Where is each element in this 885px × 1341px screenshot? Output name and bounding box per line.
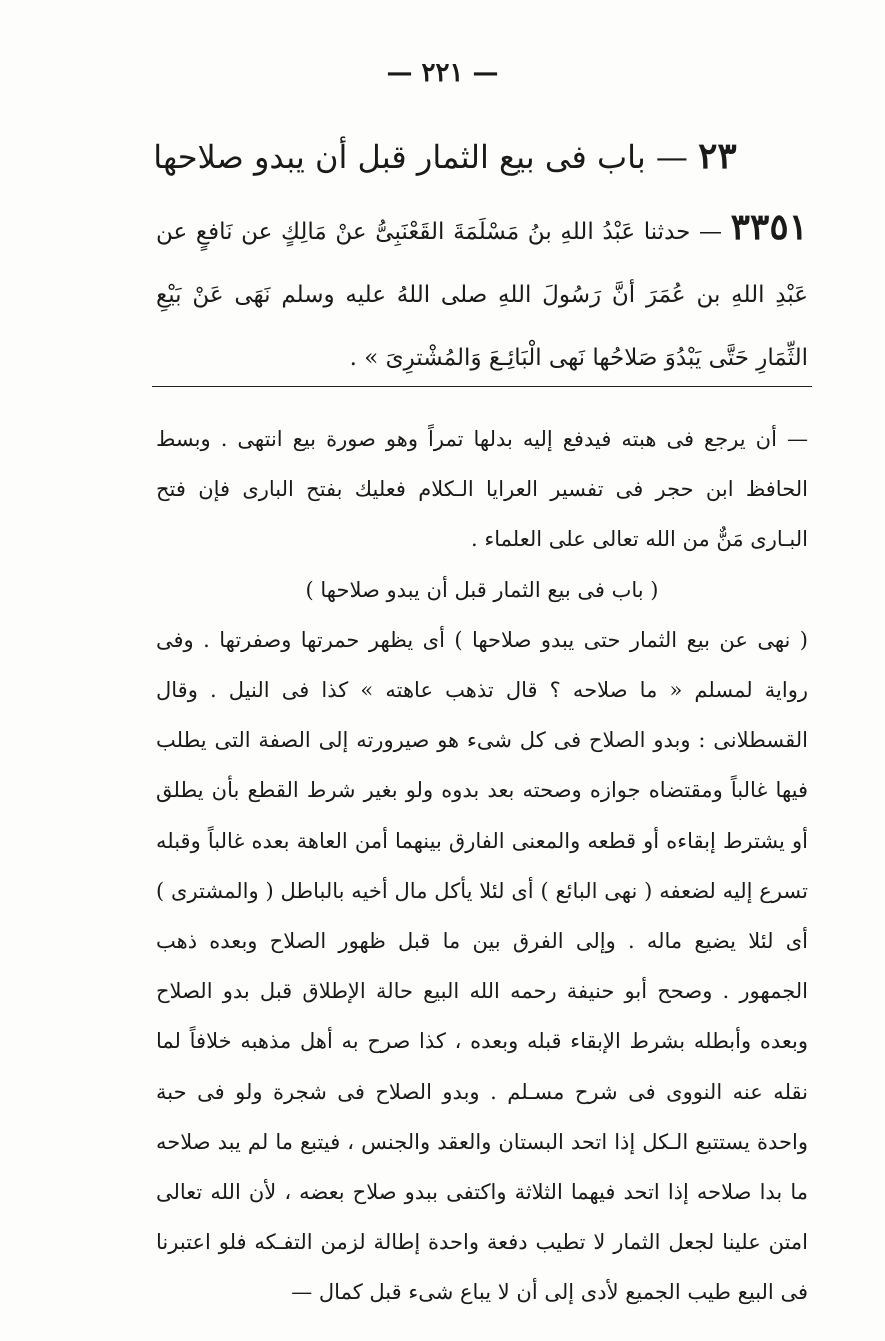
chapter-heading (150, 132, 740, 181)
chapter-dash: — (645, 138, 699, 176)
commentary-block (156, 414, 808, 1318)
commentary-body: ( نهى عن بيع الثمار حتى يبدو صلاحها ) أى يظهر حمرتها وصفرتها . وفى رواية لمسلم « ما صلاحه ؟ قال تذهب عاهته » كذا فى النيل . وقال القسطلانى : وبدو الصلاح فى كل شىء هو صيرورته إلى الصفة التى يطلب فيها غالباً ومقتضاه جوازه وصحته بعد بدوه ولو بغير شرط القطع بأن يطلق أو يشترط إبقاءه أو قطعه والمعنى الفارق بينهما أمن العاهة بعده غالباً وقبله تسرع إليه لضعفه ( نهى البائع ) أى لئلا يأكل مال أخيه بالباطل ( والمشترى ) أى لئلا يضيع ماله . وإلى الفرق بين ما قبل ظهور الصلاح وبعده ذهب الجمهور . وصحح أبو حنيفة رحمه الله البيع حالة الإطلاق قبل بدو الصلاح وبعده وأبطله بشرط الإبقاء قبله وبعده ، كذا صرح به أهل مذهبه خلافاً لما نقله عنه النووى فى شرح مسـلم . وبدو الصلاح فى شجرة ولو فى حبة واحدة يستتبع الـكل إذا اتحد البستان والعقد والجنس ، فيتبع ما لم يبد صلاحه ما بدا صلاحه إذا اتحد فيهما الثلاثة واكتفى ببدو صلاح بعضه ، لأن الله تعالى امتن علينا لجعل الثمار لا تطيب دفعة واحدة إطالة لزمن التفـكه فلو اعتبرنا فى البيع طيب الجميع لأدى إلى أن لا يباع شىء قبل كمال — (156, 627, 808, 1305)
section-divider (152, 386, 812, 387)
hadith-dash: — (690, 219, 731, 245)
hadith-number: ٣٣٥١ (730, 206, 809, 248)
commentary-sub-heading: ( باب فى بيع الثمار قبل أن يبدو صلاحها ) (305, 577, 659, 602)
page-number: — ٢٢١ — (386, 58, 499, 88)
chapter-title: باب فى بيع الثمار قبل أن يبدو صلاحها (153, 138, 646, 176)
commentary-continuation: — أن يرجع فى هبته فيدفع إليه بدلها تمراً وهو صورة بيع انتهى . وبسط الحافظ ابن حجر فى تفسير العرايا الـكلام فعليك بفتح البارى فإن فتح البـارى مَنٌّ من الله تعالى على العلماء . (156, 427, 808, 552)
hadith-text-block (156, 196, 808, 390)
hadith-text: حدثنا عَبْدُ اللهِ بنُ مَسْلَمَةَ القَعْنَبِىُّ عنْ مَالِكٍ عن نَافعٍ عن عَبْدِ اللهِ بن عُمَرَ أنَّ رَسُولَ اللهِ صلى اللهُ عليه وسلم نَهَى عَنْ بَيْعِ الثِّمَارِ حَتَّى يَبْدُوَ صَلاحُها نَهى الْبَائِـعَ وَالمُشْترِىَ » . (156, 219, 808, 371)
chapter-number: ٢٣ (698, 135, 737, 177)
